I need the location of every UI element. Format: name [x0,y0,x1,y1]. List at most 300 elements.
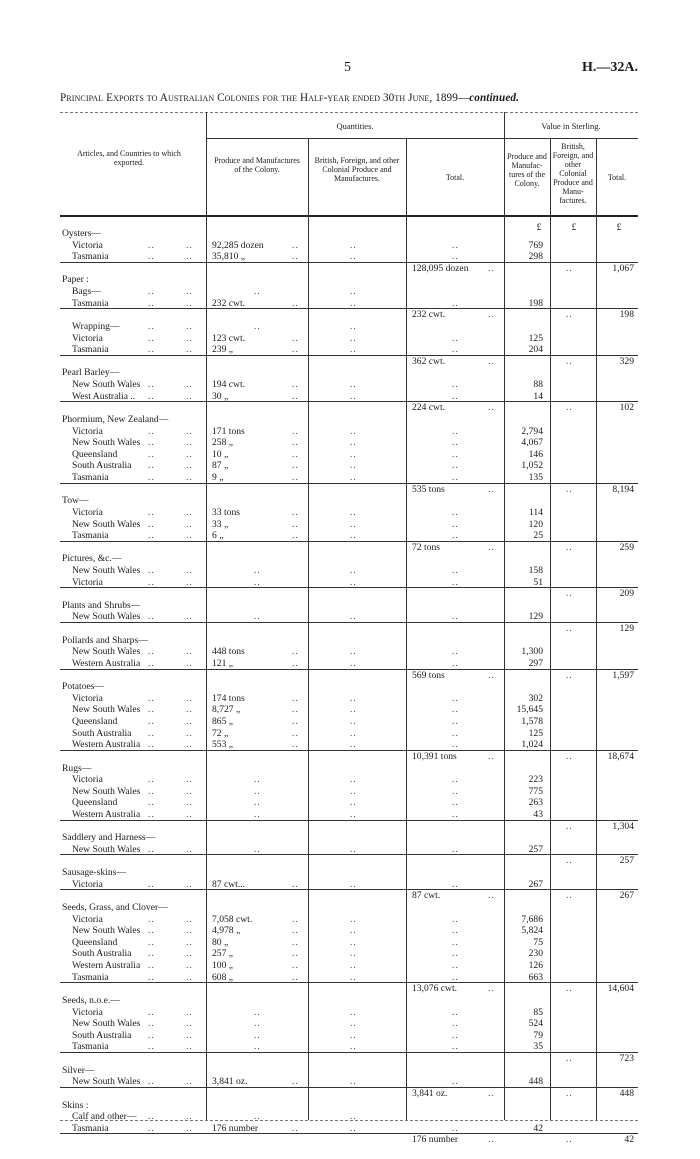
value-produce: 223 [528,774,543,786]
leader-dots: .. [350,448,357,460]
value-produce: 129 [528,611,543,623]
article-label: Saddlery and Harness— [62,832,156,844]
article-label: Victoria [72,878,103,890]
total-row [60,262,638,275]
table-row [60,937,638,949]
quantity-produce: 448 tons [212,646,245,658]
quantity-produce: 174 tons [212,692,245,704]
leader-dots: .. [292,692,299,704]
leader-dots: .. [186,1006,193,1018]
leader-dots: .. [254,576,261,588]
title-main: Principal Exports to Australian Colonies for the Half-year ended 30th June, 1899— [60,92,470,104]
leader-dots: .. [350,611,357,623]
leader-dots: .. [186,878,193,890]
leader-dots: .. [186,774,193,786]
value-produce: 125 [528,332,543,344]
value-produce: 1,024 [521,739,543,751]
leader-dots: .. [254,774,261,786]
leader-dots: .. [488,262,495,274]
value-produce: 35 [533,1041,543,1053]
leader-dots: .. [254,564,261,576]
article-label: Oysters— [62,228,101,239]
leader-dots: .. [148,971,155,983]
leader-dots: .. [452,843,459,855]
total-row [60,1087,638,1100]
leader-dots: .. [292,925,299,937]
value-produce: 120 [528,518,543,530]
table-row [60,449,638,461]
value-produce: 14 [533,390,543,402]
leader-dots: .. [148,704,155,716]
total-row [60,1052,638,1065]
quantity-produce: 87 cwt... [212,878,246,890]
table-row [60,507,638,519]
value-produce: 775 [528,785,543,797]
leader-dots: .. [254,1041,261,1053]
value-total: 267 [619,890,634,902]
table-row [60,367,638,379]
value-produce: 51 [533,576,543,588]
leader-dots: .. [186,564,193,576]
leader-dots: .. [148,809,155,820]
leader-dots: .. [350,657,357,669]
leader-dots: .. [350,692,357,704]
header-articles: Articles, and Countries to which exported. [77,149,181,167]
leader-dots: .. [350,472,357,484]
leader-dots: .. [350,425,357,437]
leader-dots: .. [452,971,459,983]
leader-dots: .. [148,936,155,948]
quantity-total: 10,391 tons [412,750,457,762]
leader-dots: .. [488,1134,495,1146]
value-produce: 198 [528,297,543,309]
value-produce: 43 [533,809,543,820]
leader-dots: .. [350,518,357,530]
value-total: 723 [619,1053,634,1065]
pound-sign: £ [536,223,542,233]
leader-dots: .. [292,251,299,263]
header-v-total: Total. [607,173,627,182]
leader-dots: .. [350,437,357,449]
value-produce: 158 [528,564,543,576]
article-label: Victoria [72,692,103,704]
value-total: 448 [619,1087,634,1099]
table-row [60,681,638,693]
quantity-produce: 35,810 „ [212,251,246,263]
leader-dots: .. [186,913,193,925]
table-row [60,414,638,426]
leader-dots: .. [452,785,459,797]
leader-dots: .. [186,843,193,855]
leader-dots: .. [452,797,459,809]
value-total: 18,674 [607,750,634,762]
leader-dots: .. [292,472,299,484]
value-total: 329 [619,355,634,367]
table-row [60,333,638,345]
pound-sign: £ [571,223,577,233]
value-produce: 88 [533,379,543,391]
total-row [60,541,638,554]
table-row [60,565,638,577]
quantity-total: 176 number [412,1134,459,1146]
leader-dots: .. [452,530,459,542]
total-row [60,982,638,995]
value-produce: 263 [528,797,543,809]
leader-dots: .. [186,332,193,344]
value-total: 42 [624,1134,634,1146]
leader-dots: .. [148,320,155,332]
quantity-produce: 9 „ [212,472,224,484]
leader-dots: .. [350,971,357,983]
leader-dots: .. [350,913,357,925]
leader-dots: .. [148,437,155,449]
quantity-total: 72 tons [412,541,440,553]
leader-dots: .. [350,1029,357,1041]
article-label: Victoria [72,239,103,251]
quantity-produce: 7,058 cwt. [212,913,253,925]
total-row [60,401,638,414]
article-label: New South Wales [72,785,141,797]
total-row [60,483,638,496]
quantity-produce: 123 cwt. [212,332,246,344]
leader-dots: .. [148,1006,155,1018]
subheader-rule [206,138,638,139]
leader-dots: .. [566,750,573,762]
leader-dots: .. [148,657,155,669]
leader-dots: .. [254,1006,261,1018]
leader-dots: .. [350,936,357,948]
leader-dots: .. [452,1076,459,1088]
header-q-british: British, Foreign, and other Colonial Produce and Manufactures. [314,156,400,183]
leader-dots: .. [566,890,573,902]
leader-dots: .. [350,727,357,739]
leader-dots: .. [148,1018,155,1030]
total-row [60,750,638,763]
leader-dots: .. [488,890,495,902]
leader-dots: .. [292,437,299,449]
leader-dots: .. [350,390,357,402]
table-row [60,948,638,960]
table-row [60,797,638,809]
leader-dots: .. [452,925,459,937]
leader-dots: .. [148,1041,155,1053]
leader-dots: .. [148,576,155,588]
leader-dots: .. [292,646,299,658]
article-label: Queensland [72,448,118,460]
quantity-produce: 865 „ [212,716,234,728]
leader-dots: .. [292,1122,299,1134]
leader-dots: .. [186,785,193,797]
leader-dots: .. [452,425,459,437]
quantity-produce: 33 „ [212,518,229,530]
article-label: New South Wales [72,1018,141,1030]
leader-dots: .. [350,925,357,937]
leader-dots: .. [566,355,573,367]
quantity-produce: 72 „ [212,727,229,739]
value-produce: 230 [528,948,543,960]
value-total: 129 [619,623,634,635]
leader-dots: .. [186,657,193,669]
article-label: Queensland [72,936,118,948]
leader-dots: .. [148,716,155,728]
leader-dots: .. [488,750,495,762]
article-label: South Australia [72,727,132,739]
table-row [60,519,638,531]
leader-dots: .. [186,448,193,460]
table-row [60,240,638,252]
quantity-produce: 100 „ [212,960,234,972]
leader-dots: .. [148,785,155,797]
leader-dots: .. [350,1076,357,1088]
article-label: New South Wales [72,925,141,937]
leader-dots: .. [186,611,193,623]
article-label: New South Wales [72,1076,141,1088]
article-label: Tasmania [72,472,109,484]
article-label: Tasmania [72,971,109,983]
leader-dots: .. [488,309,495,321]
leader-dots: .. [186,320,193,332]
leader-dots: .. [292,878,299,890]
total-row [60,308,638,321]
leader-dots: .. [350,297,357,309]
value-produce: 267 [528,878,543,890]
article-label: Tasmania [72,344,109,356]
leader-dots: .. [452,739,459,751]
leader-dots: .. [566,1053,573,1065]
leader-dots: .. [488,1087,495,1099]
leader-dots: .. [292,344,299,356]
leader-dots: .. [254,843,261,855]
table-row [60,995,638,1007]
leader-dots: .. [148,797,155,809]
leader-dots: .. [350,948,357,960]
leader-dots: .. [292,971,299,983]
quantity-total: 362 cwt. [412,355,446,367]
table-row [60,460,638,472]
leader-dots: .. [350,785,357,797]
leader-dots: .. [186,425,193,437]
value-produce: 524 [528,1018,543,1030]
article-label: Tasmania [72,297,109,309]
article-label: Tow— [62,495,89,507]
leader-dots: .. [186,1041,193,1053]
leader-dots: .. [566,983,573,995]
leader-dots: .. [148,460,155,472]
value-produce: 2,794 [521,425,543,437]
leader-dots: .. [566,669,573,681]
leader-dots: .. [350,843,357,855]
quantity-produce: 176 number [212,1122,259,1134]
table-row [60,960,638,972]
quantity-produce: 171 tons [212,425,245,437]
leader-dots: .. [254,286,261,298]
article-label: Victoria [72,1006,103,1018]
leader-dots: .. [186,809,193,820]
leader-dots: .. [566,402,573,414]
article-label: Skins : [62,1099,89,1111]
table-row [60,763,638,775]
table-row [60,704,638,716]
value-produce: 663 [528,971,543,983]
leader-dots: .. [186,960,193,972]
leader-dots: .. [292,716,299,728]
value-produce: 204 [528,344,543,356]
value-total: 8,194 [612,483,634,495]
quantity-produce: 80 „ [212,936,229,948]
leader-dots: .. [292,960,299,972]
leader-dots: .. [186,936,193,948]
leader-dots: .. [350,239,357,251]
article-label: Pollards and Sharps— [62,634,148,646]
value-total: 198 [619,309,634,321]
leader-dots: .. [186,576,193,588]
total-row [60,854,638,867]
leader-dots: .. [566,262,573,274]
leader-dots: .. [292,727,299,739]
table-row [60,716,638,728]
leader-dots: .. [452,506,459,518]
leader-dots: .. [452,774,459,786]
article-label: Victoria [72,913,103,925]
leader-dots: .. [148,425,155,437]
article-label: South Australia [72,1029,132,1041]
table-row [60,495,638,507]
total-row [60,355,638,368]
quantity-produce: 87 „ [212,460,229,472]
leader-dots: .. [254,797,261,809]
leader-dots: .. [350,960,357,972]
leader-dots: .. [186,727,193,739]
leader-dots: .. [254,809,261,820]
value-produce: 1,300 [521,646,543,658]
leader-dots: .. [148,379,155,391]
leader-dots: .. [186,251,193,263]
leader-dots: .. [350,460,357,472]
leader-dots: .. [292,460,299,472]
leader-dots: .. [186,971,193,983]
value-produce: 302 [528,692,543,704]
leader-dots: .. [452,960,459,972]
leader-dots: .. [292,239,299,251]
leader-dots: .. [452,692,459,704]
value-produce: 114 [528,506,543,518]
leader-dots: .. [452,727,459,739]
leader-dots: .. [148,1111,155,1123]
leader-dots: .. [350,1122,357,1134]
leader-dots: .. [254,1111,261,1123]
value-produce: 1,052 [521,460,543,472]
table-row [60,553,638,565]
leader-dots: .. [148,611,155,623]
quantity-total: 535 tons [412,483,445,495]
article-label: Pearl Barley— [62,367,120,379]
article-label: Seeds, n.o.e.— [62,994,120,1006]
value-produce: 5,824 [521,925,543,937]
quantity-total: 13,076 cwt. [412,983,458,995]
table-row [60,728,638,740]
article-label: Victoria [72,332,103,344]
quantity-produce: 4,978 „ [212,925,241,937]
article-label: South Australia [72,948,132,960]
leader-dots: .. [292,379,299,391]
value-produce: 85 [533,1006,543,1018]
value-produce: 448 [528,1076,543,1088]
value-total: 102 [619,402,634,414]
article-label: Western Australia [72,809,141,820]
table-row [60,1018,638,1030]
header-v-produce: Produce and Manufac- tures of the Colony. [507,152,547,188]
quantity-produce: 3,841 oz. [212,1076,248,1088]
leader-dots: .. [350,379,357,391]
page-number: 5 [344,60,351,75]
leader-dots: .. [452,518,459,530]
quantity-produce: 121 „ [212,657,234,669]
leader-dots: .. [186,716,193,728]
leader-dots: .. [186,692,193,704]
leader-dots: .. [186,797,193,809]
article-label: New South Wales [72,564,141,576]
leader-dots: .. [148,344,155,356]
article-label: Western Australia [72,960,141,972]
leader-dots: .. [350,878,357,890]
article-label: Bags— [72,286,101,298]
leader-dots: .. [452,657,459,669]
leader-dots: .. [292,332,299,344]
quantity-total: 569 tons [412,669,445,681]
leader-dots: .. [292,425,299,437]
leader-dots: .. [350,716,357,728]
leader-dots: .. [148,251,155,263]
quantity-produce: 553 „ [212,739,234,751]
table-row [60,902,638,914]
leader-dots: .. [452,1029,459,1041]
article-label: New South Wales [72,646,141,658]
article-label: Victoria [72,425,103,437]
value-produce: 15,645 [516,704,543,716]
leader-dots: .. [488,483,495,495]
leader-dots: .. [452,460,459,472]
leader-dots: .. [148,332,155,344]
pound-sign: £ [616,223,622,233]
leader-dots: .. [350,506,357,518]
table-row [60,1100,638,1112]
quantity-total: 224 cwt. [412,402,446,414]
header-q-total: Total. [445,173,465,182]
leader-dots: .. [148,239,155,251]
table-row [60,635,638,647]
table-row [60,321,638,333]
leader-dots: .. [186,286,193,298]
leader-dots: .. [452,564,459,576]
article-label: New South Wales [72,518,141,530]
header-bottom-rule [60,215,638,217]
leader-dots: .. [292,739,299,751]
leader-dots: .. [186,1076,193,1088]
article-label: Seeds, Grass, and Clover— [62,901,168,913]
article-label: New South Wales [72,611,141,623]
value-produce: 769 [528,239,543,251]
value-produce: 1,578 [521,716,543,728]
leader-dots: .. [148,297,155,309]
leader-dots: .. [186,704,193,716]
document-reference: H.—32A. [582,60,638,75]
leader-dots: .. [566,1087,573,1099]
article-label: Western Australia [72,739,141,751]
leader-dots: .. [452,948,459,960]
leader-dots: .. [186,297,193,309]
value-produce: 7,686 [521,913,543,925]
leader-dots: .. [488,402,495,414]
